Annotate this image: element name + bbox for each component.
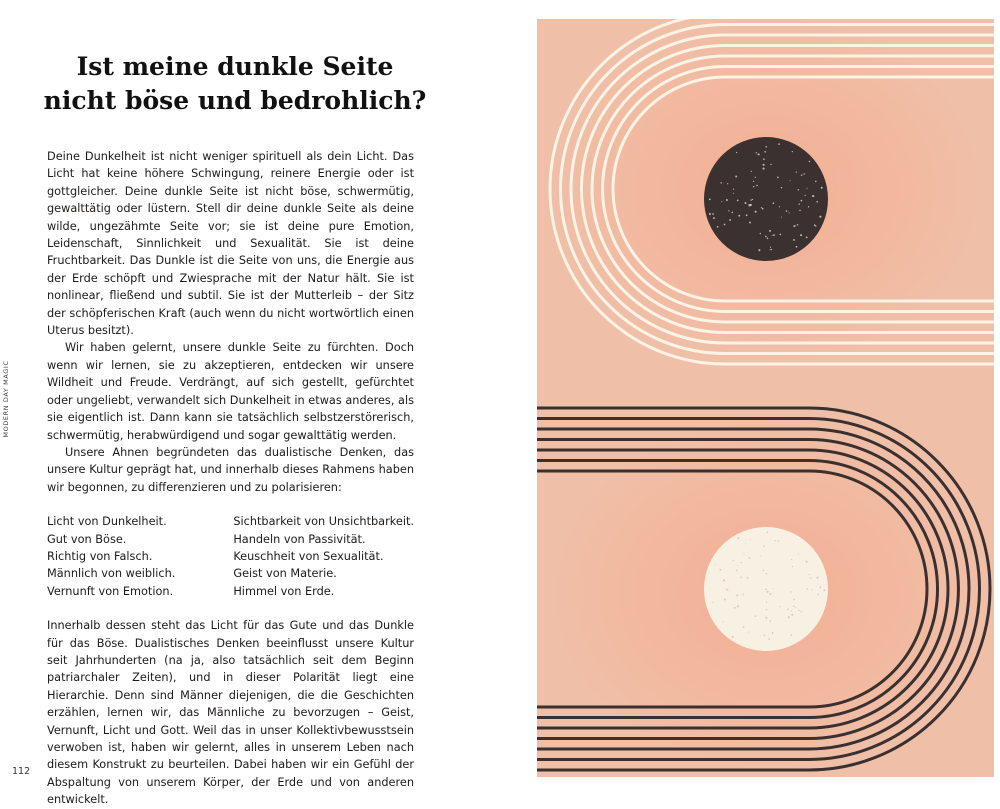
speckle [801,611,802,612]
speckle [770,620,771,621]
speckle [755,177,756,178]
speckle [719,569,721,571]
speckle [817,594,819,596]
speckle [770,164,771,165]
speckle [771,249,772,250]
speckle [763,164,765,166]
speckle [808,206,809,207]
speckle [779,234,781,236]
speckle [793,225,795,227]
page-title: Ist meine dunkle Seite nicht böse und bedrohlich? [43,52,427,115]
speckle [763,569,765,571]
list-item: Vernunft von Emotion. [47,584,174,598]
speckle [732,636,734,638]
speckle [793,599,795,601]
list-item: Richtig von Falsch. [47,549,153,563]
speckle [809,574,810,575]
speckle [728,210,729,211]
speckle [773,202,775,204]
speckle [745,543,746,544]
speckle [815,181,817,183]
speckle [809,161,810,162]
speckle [729,219,731,221]
speckle [799,210,801,212]
list-item: Männlich von weiblich. [47,567,176,581]
speckle [717,226,719,228]
speckle [775,540,776,541]
speckle [789,212,790,213]
speckle [766,573,767,574]
dualism-list-left [47,513,233,600]
speckle [816,577,818,579]
speckle [792,151,793,152]
speckle [800,611,801,612]
speckle [806,561,808,563]
speckle [768,638,770,640]
speckle [796,246,798,248]
speckle [738,215,740,217]
speckle [724,224,726,226]
speckle [736,570,738,572]
speckle [779,206,780,207]
speckle [733,560,734,561]
speckle [772,588,773,589]
speckle [819,586,821,588]
speckle [722,621,723,622]
speckle [781,187,782,188]
speckle [720,182,721,183]
speckle [800,234,802,236]
list-item: Geist von Materie. [233,567,337,581]
speckle [763,545,765,547]
speckle [743,594,745,596]
speckle [792,566,793,567]
speckle [763,158,765,160]
speckle [743,553,744,554]
abstract-illustration [537,19,994,777]
speckle [767,532,769,534]
speckle [765,146,767,148]
list-item: Handeln von Passivität. [233,532,366,546]
speckle [721,201,722,202]
speckle [767,238,769,240]
speckle [736,595,738,597]
speckle [750,204,752,206]
speckle [745,202,747,204]
speckle [740,577,742,579]
speckle [793,239,795,241]
speckle [737,605,739,607]
body-text [47,148,414,809]
speckle [750,199,751,200]
speckle [805,195,806,196]
speckle [801,200,803,202]
speckle [734,607,736,609]
speckle [752,199,753,200]
speckle [814,224,816,226]
speckle [764,634,766,636]
speckle [772,632,774,634]
dualism-list [47,513,414,600]
speckle [769,593,771,595]
speckle [791,614,793,616]
running-head: MODERN DAY MAGIC [2,360,10,438]
speckle [773,234,775,236]
speckle [790,634,792,636]
speckle [750,539,751,540]
speckle [733,189,734,190]
speckle [727,183,728,184]
speckle [766,602,767,603]
speckle [810,577,811,578]
speckle [823,590,825,592]
speckle [781,217,782,218]
dualism-list-right [233,513,414,600]
speckle [731,212,733,214]
speckle [798,610,799,611]
speckle [787,608,789,610]
speckle [726,199,728,201]
speckle [751,171,752,172]
speckle [712,602,713,603]
speckle [737,200,739,202]
speckle [778,540,779,541]
speckle [813,196,814,197]
speckle [756,152,757,153]
speckle [806,237,808,239]
speckle [770,249,771,250]
speckle [749,222,751,224]
speckle [743,626,745,628]
speckle [777,176,778,177]
speckle [765,617,767,619]
speckle [796,171,797,172]
speckle [748,557,750,559]
speckle [779,606,780,607]
speckle [726,589,728,591]
speckle [812,590,813,591]
speckle [770,247,771,248]
illustration-canvas [537,19,994,777]
paragraph-2: Wir haben gelernt, unsere dunkle Seite zu fürchten. Doch wenn wir lernen, sie zu akzeptieren, entdecken wir unsere Wildheit und Freude. Verdrängt, auf sich gestellt, gefürchtet oder ungeliebt, verwandelt sich Dunkelheit in etwas anderes, als sie eigentlich ist. Dann kann sie tatsächlich selbstzerstörerisch, schwermütig, herabwürdigend und sogar gewalttätig werden. [47,341,414,442]
speckle [821,187,823,189]
speckle [803,173,804,174]
speckle [791,610,792,611]
speckle [769,230,771,232]
speckle [806,188,807,189]
page-number: 112 [12,766,31,777]
speckle [753,181,754,182]
speckle [758,249,760,251]
speckle [790,180,791,181]
speckle [713,217,715,219]
speckle [723,579,725,581]
speckle [798,554,799,555]
speckle [765,236,767,238]
speckle [760,555,761,556]
speckle [760,233,761,234]
speckle [763,168,765,170]
speckle [798,203,799,204]
speckle [795,607,796,608]
speckle [801,174,803,176]
speckle [791,559,792,560]
speckle [709,213,711,215]
speckle [815,226,816,227]
speckle [755,615,757,617]
paragraph-3: Unsere Ahnen begründeten das dualistische Denken, das unsere Kultur geprägt hat, und innerhalb dieses Rahmens haben wir begonnen, zu differenzieren und zu polarisieren: [47,445,414,494]
list-item: Himmel von Erde. [233,584,335,598]
dark-circle [704,137,828,261]
speckle [735,176,737,178]
speckle [767,591,769,593]
speckle [758,153,760,155]
speckle [793,605,795,607]
speckle [778,143,780,145]
list-item: Keuschheit von Sexualität. [233,549,384,563]
speckle [797,224,799,226]
list-item: Licht von Dunkelheit. [47,515,167,529]
speckle [790,591,791,592]
speckle [756,185,758,187]
speckle [709,198,711,200]
speckle [746,214,748,216]
speckle [724,598,726,600]
speckle [753,186,754,187]
speckle [764,151,766,153]
speckle [755,211,757,213]
speckle [788,616,790,618]
speckle [772,235,773,236]
speckle [816,201,818,203]
list-item: Sichtbarkeit von Unsichtbarkeit. [233,515,414,529]
speckle [741,562,742,563]
speckle [733,193,734,194]
speckle [736,152,737,153]
speckle [737,537,739,539]
speckle [714,564,715,565]
speckle [748,632,749,633]
speckle [762,208,764,210]
list-item: Gut von Böse. [47,532,127,546]
speckle [747,577,749,579]
speckle [786,210,788,212]
paragraph-1: Deine Dunkelheit ist nicht weniger spirituell als dein Licht. Das Licht hat keine höhere Schwingung, reinere Energie oder ist gottgleicher. Deine dunkle Seite ist nicht böse, schwermütig, gewalttätig oder lüstern. Stell dir deine dunkle Seite als deine wilde, ungezähmte Seite vor; sie ist deine pure Emotion, Leidenschaft, Sinnlichkeit und Sexualität. Sie ist deine Fruchtbarkeit. Das Dunkle ist die Seite von uns, die Energie aus der Erde schöpft und Zwiesprache mit der Natur hält. Sie ist nonlinear, fließend und subtil. Sie ist der Mutterleib – der Sitz der schöpferischen Kraft (auch wenn du nicht wortwörtlich einen Uterus besitzt). [47,150,414,338]
speckle [765,589,767,591]
paragraph-4: Innerhalb dessen steht das Licht für das Gute und das Dunkle für das Böse. Dualistisches Denken beeinflusst unsere Kultur seit Jahrhunderten (na ja, also tatsächlich seit dem Beginn patriarchaler Zeiten), und in dieser Polarität liegt eine Hierarchie. Denn sind Männer diejenigen, die die Geschichten erzählen, lernen wir, das Männliche zu bevorzugen – Geist, Vernunft, Licht und Gott. Weil das in unser Kollektivbewusstsein verwoben ist, haben wir gelernt, alles in unserem Leben nach diesem Konstrukt zu beurteilen. Dabei haben wir ein Gefühl der Abspaltung von unserem Körper, der Erde und von anderen entwickelt. [47,619,414,807]
speckle [761,207,762,208]
speckle [766,609,767,610]
speckle [819,216,821,218]
speckle [712,213,714,215]
speckle [798,189,800,191]
speckle [737,565,738,566]
speckle [806,588,808,590]
